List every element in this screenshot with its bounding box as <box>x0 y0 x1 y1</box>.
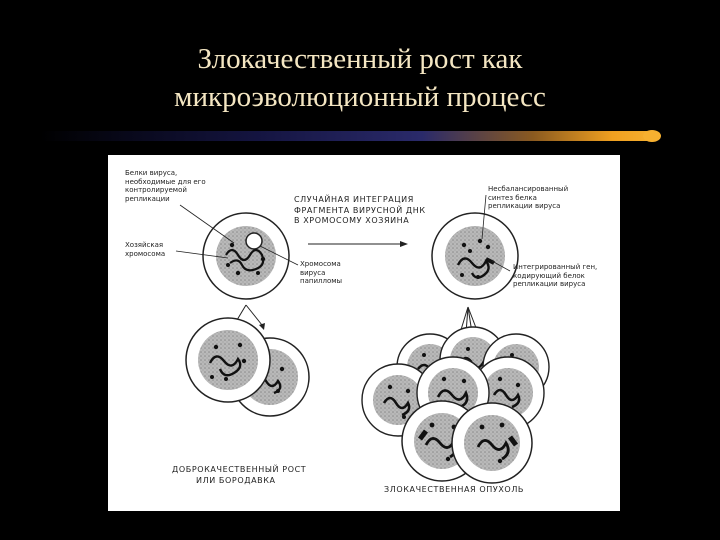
benign-growth-cells <box>186 318 309 416</box>
slide-title-line-2: микроэволюционный процесс <box>174 81 546 113</box>
decorative-gradient-bar <box>40 128 665 144</box>
label-malignant-tumor: ЗЛОКАЧЕСТВЕННАЯ ОПУХОЛЬ <box>384 485 525 494</box>
label-integrated-gene: Интегрированный ген, кодирующий белок репликации вируса <box>513 263 598 288</box>
viral-chromosome-icon <box>246 233 262 249</box>
label-unbalanced-synthesis: Несбалансированный синтез белка репликации вируса <box>488 185 569 210</box>
label-viral-proteins: Белки вируса, необходимые для его контролируемой репликации <box>125 169 206 203</box>
slide-title-line-1: Злокачественный рост как <box>197 43 523 75</box>
label-papilloma-chromosome: Хромосома вируса папилломы <box>300 260 343 285</box>
label-random-integration: СЛУЧАЙНАЯ ИНТЕГРАЦИЯ ФРАГМЕНТА ВИРУСНОЙ ДНК В ХРОМОСОМУ ХОЗЯИНА <box>294 195 426 225</box>
biology-figure <box>108 155 620 511</box>
slide-title <box>0 40 720 116</box>
label-benign-growth: ДОБРОКАЧЕСТВЕННЫЙ РОСТ ИЛИ БОРОДАВКА <box>172 465 307 485</box>
malignant-tumor-cells <box>362 327 549 483</box>
label-host-chromosome: Хозяйская хромосома <box>125 241 166 258</box>
integrated-cell <box>432 213 518 299</box>
